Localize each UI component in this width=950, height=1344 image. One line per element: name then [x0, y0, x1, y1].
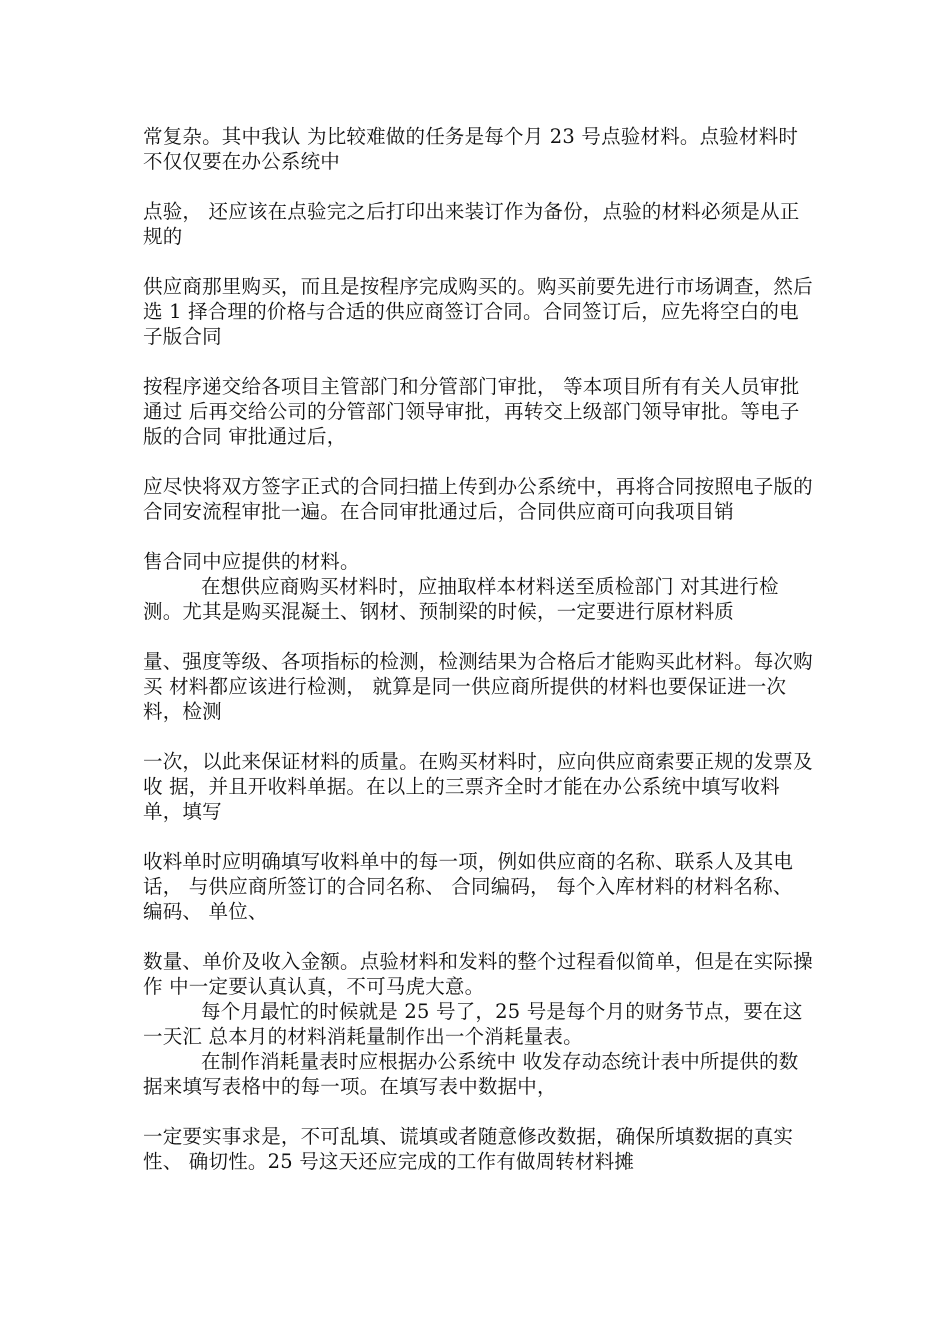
paragraph: 售合同中应提供的材料。: [143, 550, 360, 573]
paragraph: 按程序递交给各项目主管部门和分管部门审批， 等本项目所有有关人员审批通过 后再交给公司的分管部门领导审批，再转交上级部门领导审批。等电子版的合同 审批通过后，: [143, 375, 800, 448]
paragraph: 量、强度等级、各项指标的检测，检测结果为合格后才能购买此材料。每次购买 材料都应该进行检测， 就算是同一供应商所提供的材料也要保证进一次料，检测: [143, 650, 813, 723]
paragraph: 在制作消耗量表时应根据办公系统中 收发存动态统计表中所提供的数据来填写表格中的每一项。在填写表中数据中，: [143, 1050, 799, 1098]
paragraph: 常复杂。其中我认 为比较难做的任务是每个月 23 号点验材料。点验材料时不仅仅要在办公系统中: [143, 125, 799, 173]
paragraph: 供应商那里购买，而且是按程序完成购买的。购买前要先进行市场调查，然后选 1 择合理的价格与合适的供应商签订合同。合同签订后，应先将空白的电子版合同: [143, 275, 813, 348]
paragraph: 在想供应商购买材料时，应抽取样本材料送至质检部门 对其进行检测。尤其是购买混凝土、钢材、预制梁的时候，一定要进行原材料质: [143, 575, 779, 623]
paragraph: 收料单时应明确填写收料单中的每一项，例如供应商的名称、联系人及其电话， 与供应商所签订的合同名称、 合同编码， 每个入库材料的材料名称、 编码、 单位、: [143, 850, 794, 923]
paragraph: 数量、单价及收入金额。点验材料和发料的整个过程看似简单，但是在实际操作 中一定要认真认真，不可马虎大意。: [143, 950, 813, 998]
document-body: [143, 124, 813, 1174]
paragraph: 一次，以此来保证材料的质量。在购买材料时，应向供应商索要正规的发票及收 据，并且开收料单据。在以上的三票齐全时才能在办公系统中填写收料单，填写: [143, 750, 813, 823]
paragraph: 一定要实事求是，不可乱填、谎填或者随意修改数据，确保所填数据的真实性、 确切性。25 号这天还应完成的工作有做周转材料摊: [143, 1125, 794, 1173]
paragraph: 每个月最忙的时候就是 25 号了，25 号是每个月的财务节点，要在这一天汇 总本月的材料消耗量制作出一个消耗量表。: [143, 1000, 803, 1048]
paragraph: 应尽快将双方签字正式的合同扫描上传到办公系统中，再将合同按照电子版的合同安流程审批一遍。在合同审批通过后，合同供应商可向我项目销: [143, 475, 813, 523]
paragraph: 点验， 还应该在点验完之后打印出来装订作为备份，点验的材料必须是从正规的: [143, 200, 800, 248]
